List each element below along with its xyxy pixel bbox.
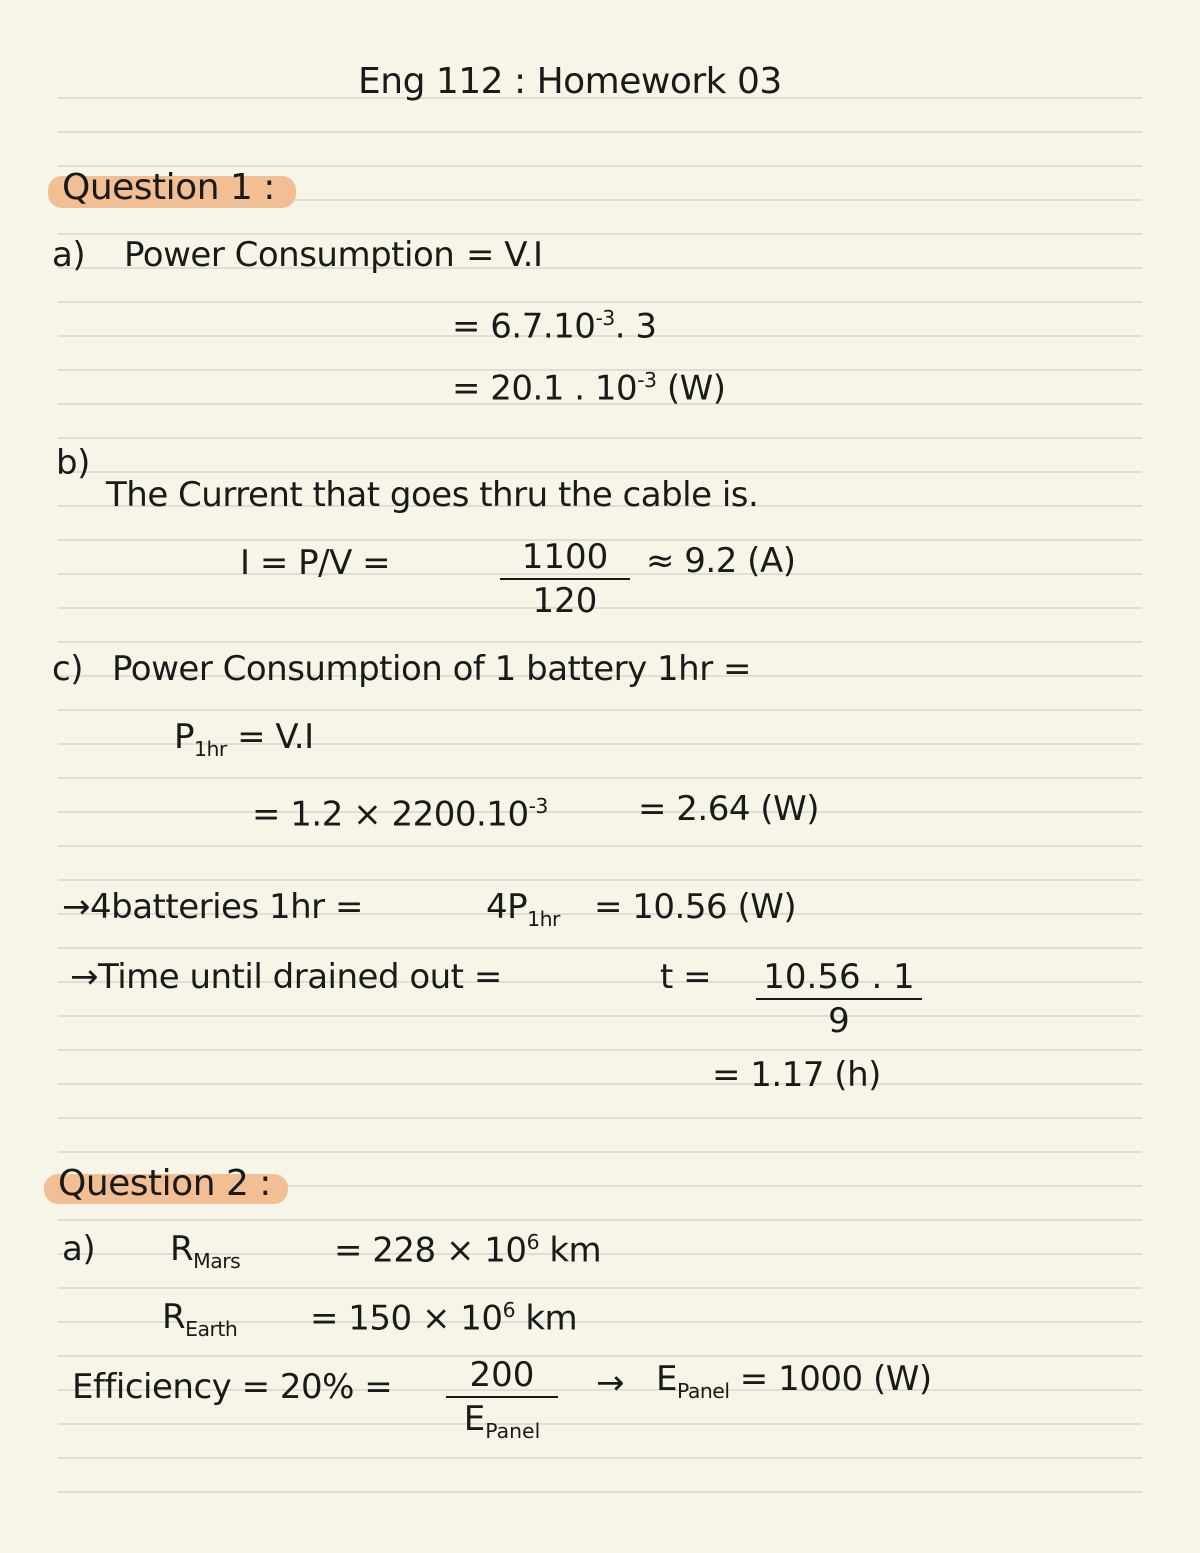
- q1c-calc-result: = 2.64 (W): [638, 789, 819, 829]
- q2a-r-mars-exp: 6: [526, 1230, 540, 1254]
- q2a-r-mars: [170, 1229, 241, 1273]
- q1c-text: Power Consumption of 1 battery 1hr =: [112, 649, 751, 689]
- page-title: Eng 112 : Homework 03: [358, 61, 782, 102]
- q2a-r-mars-sub: Mars: [193, 1248, 241, 1273]
- q1c-batt-result: = 10.56 (W): [594, 887, 797, 927]
- q2a-efficiency-text: Efficiency = 20% =: [72, 1367, 393, 1407]
- q1c-p1hr: [174, 717, 314, 761]
- q1a-line3-tail: (W): [656, 368, 726, 409]
- q1b-fraction: [500, 537, 630, 621]
- q1a-line2-tail: . 3: [614, 306, 657, 347]
- q1c-batt-p-symbol: 4P: [486, 887, 528, 927]
- q1c-batt-p: [486, 887, 560, 931]
- q1c-t-fraction: [756, 957, 922, 1041]
- q2a-arrow: →: [596, 1363, 624, 1403]
- q1a-label: a): [52, 235, 86, 275]
- q2a-r-earth-value: [310, 1298, 578, 1339]
- q1a-line3-exp: -3: [637, 368, 657, 392]
- q1c-p-symbol: P: [174, 717, 195, 757]
- q1a-line3-base: = 20.1 . 10: [452, 368, 638, 409]
- q1c-calc-exp: -3: [528, 794, 548, 818]
- q1a-line2: [452, 306, 657, 347]
- q1c-p-sub: 1hr: [194, 736, 227, 761]
- q1c-t-numerator: 10.56 . 1: [763, 957, 915, 997]
- q2a-r-earth-exp: 6: [502, 1298, 516, 1322]
- q2a-r-mars-symbol: R: [170, 1229, 194, 1269]
- q2a-e-panel-sub: Panel: [676, 1378, 730, 1403]
- q1a-line2-exp: -3: [595, 306, 615, 330]
- q1a-line2-base: = 6.7.10: [452, 306, 596, 347]
- q1a-text: Power Consumption: [124, 235, 455, 275]
- q2a-r-earth-symbol: R: [162, 1297, 186, 1337]
- q1a-line3: [452, 368, 726, 409]
- q1c-time-text: →Time until drained out =: [70, 957, 502, 997]
- q2a-eff-denominator: [463, 1399, 541, 1443]
- q1c-t-denominator: 9: [828, 1001, 850, 1041]
- q2a-e-panel: [656, 1359, 932, 1403]
- q1c-batteries: →4batteries 1hr =: [62, 887, 363, 927]
- q1c-label: c): [52, 649, 83, 689]
- q2a-r-mars-base: = 228 × 10: [334, 1230, 527, 1271]
- q2a-eff-fraction-bar: [446, 1396, 558, 1398]
- q2a-r-mars-value: [334, 1230, 602, 1271]
- q1b-eq: I = P/V =: [240, 543, 391, 583]
- q1c-t-result: = 1.17 (h): [712, 1055, 881, 1095]
- q2a-label: a): [62, 1229, 96, 1269]
- q2a-r-earth: [162, 1297, 238, 1341]
- q2a-eff-den-symbol: E: [463, 1399, 486, 1439]
- q2a-r-earth-sub: Earth: [185, 1316, 238, 1341]
- q2a-r-earth-base: = 150 × 10: [310, 1298, 503, 1339]
- q1b-fraction-bar: [500, 578, 630, 580]
- q1b-numerator: 1100: [521, 537, 609, 577]
- q2a-r-mars-unit: km: [539, 1230, 602, 1271]
- q1a-eq: = V.I: [466, 235, 543, 275]
- q1c-calc-base: = 1.2 × 2200.10: [252, 794, 529, 835]
- q2a-eff-den-sub: Panel: [485, 1418, 541, 1443]
- q1b-result: ≈ 9.2 (A): [646, 541, 796, 581]
- q2a-e-panel-symbol: E: [656, 1359, 677, 1399]
- q1b-text: The Current that goes thru the cable is.: [106, 475, 759, 515]
- q2a-eff-fraction: [446, 1355, 558, 1443]
- question1-heading: Question 1 :: [62, 167, 275, 208]
- q2a-e-panel-value: = 1000 (W): [729, 1359, 932, 1399]
- q1c-p-eq: = V.I: [237, 717, 314, 757]
- q1b-label: b): [56, 443, 90, 483]
- q1b-denominator: 120: [532, 581, 598, 621]
- q2a-r-earth-unit: km: [515, 1298, 578, 1339]
- q1c-batt-p-sub: 1hr: [527, 906, 560, 931]
- q2a-eff-numerator: 200: [469, 1355, 535, 1395]
- q1c-calc: [252, 794, 548, 835]
- question2-heading: Question 2 :: [58, 1163, 271, 1204]
- q1c-t-eq: t =: [660, 957, 712, 997]
- q1c-t-fraction-bar: [756, 998, 922, 1000]
